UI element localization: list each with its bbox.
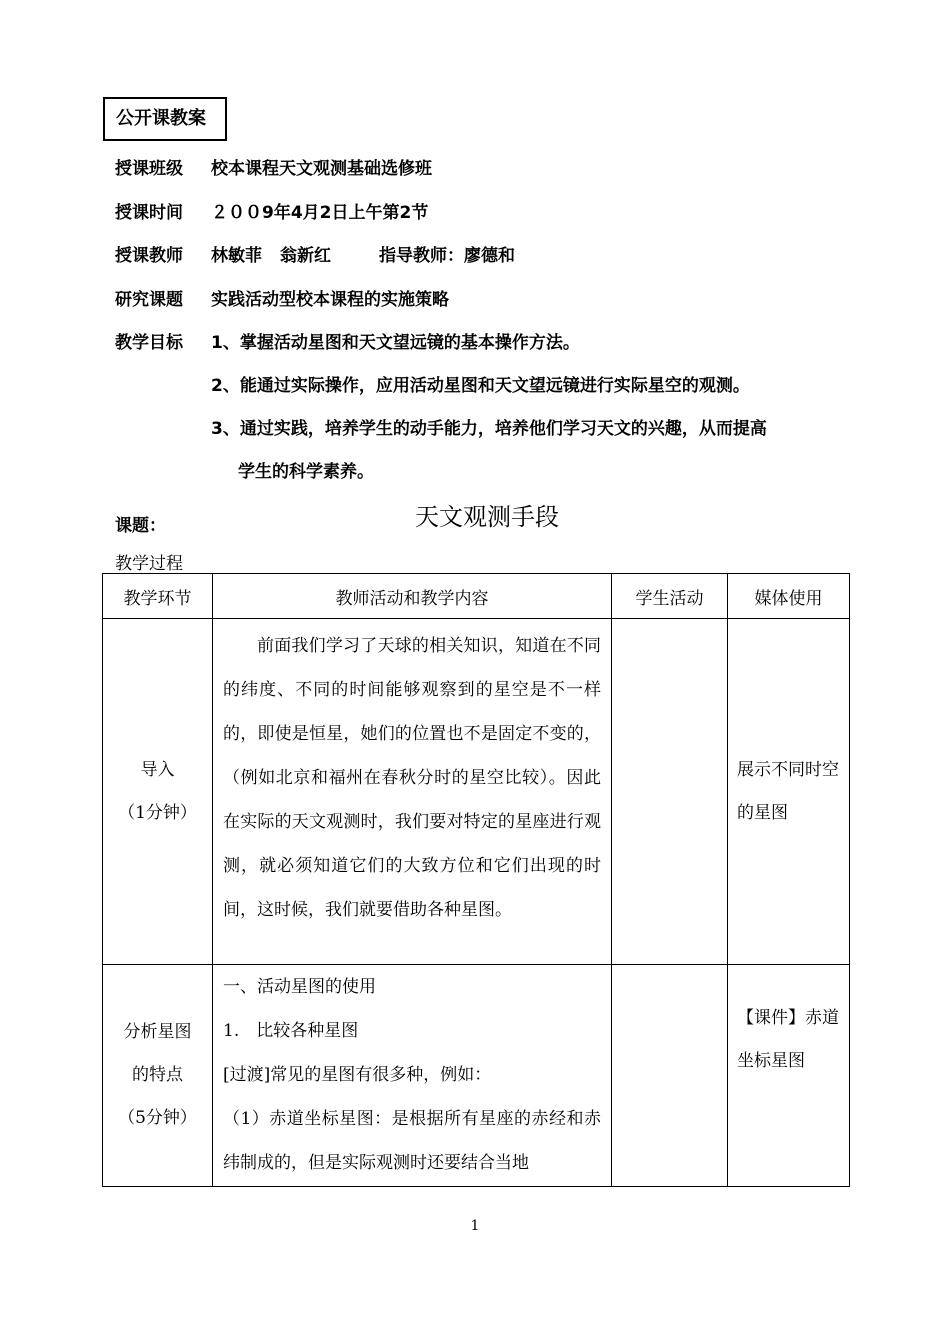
stage-duration: （1分钟） xyxy=(118,802,197,823)
lesson-label: 课题： xyxy=(115,516,166,536)
page-number: 1 xyxy=(470,1218,480,1234)
time-label: 授课时间 xyxy=(115,203,183,223)
header-stage: 教学环节 xyxy=(103,574,213,619)
content-line: （1）赤道坐标星图：是根据所有星座的赤经和赤纬制成的，但是实际观测时还要结合当地 xyxy=(223,1109,601,1173)
time-row xyxy=(115,198,428,223)
student-activity-intro xyxy=(612,619,728,965)
lesson-title: 天文观测手段 xyxy=(415,503,559,531)
student-activity-analysis xyxy=(612,965,728,1187)
media-analysis xyxy=(728,965,850,1187)
content-line: 一、活动星图的使用 xyxy=(223,977,376,997)
time-value: ２００9年4月2日上午第2节 xyxy=(211,203,429,223)
media-text: 【课件】赤道坐标星图 xyxy=(737,1008,839,1071)
goal-row xyxy=(115,328,580,353)
goal-2: 2、能通过实际操作，应用活动星图和天文望远镜进行实际星空的观测。 xyxy=(211,376,750,396)
goal-1: 1、掌握活动星图和天文望远镜的基本操作方法。 xyxy=(211,333,580,353)
stage-duration: （5分钟） xyxy=(118,1108,197,1128)
teacher-2: 翁新红 xyxy=(280,246,331,266)
header-media: 媒体使用 xyxy=(728,574,850,619)
header-student-activity: 学生活动 xyxy=(612,574,728,619)
content-line: 1. 比较各种星图 xyxy=(223,1021,359,1041)
content-line: [过渡]常见的星图有很多种，例如： xyxy=(223,1065,492,1085)
research-value: 实践活动型校本课程的实施策略 xyxy=(211,290,449,310)
process-label: 教学过程 xyxy=(115,554,183,574)
stage-intro xyxy=(103,619,213,965)
document-type-box: 公开课教案 xyxy=(103,97,227,141)
media-text: 展示不同时空的星图 xyxy=(737,759,839,823)
teacher-row xyxy=(115,241,515,266)
header-teacher-activity: 教师活动和教学内容 xyxy=(213,574,612,619)
table-row xyxy=(103,965,850,1187)
stage-name-cont: 的特点 xyxy=(132,1065,183,1085)
research-row xyxy=(115,285,449,310)
class-value: 校本课程天文观测基础选修班 xyxy=(211,159,432,179)
content-analysis xyxy=(213,965,612,1187)
stage-analysis xyxy=(103,965,213,1187)
teacher-1: 林敏菲 xyxy=(211,246,262,266)
stage-name: 分析星图 xyxy=(123,1022,192,1042)
goal-label: 教学目标 xyxy=(115,333,183,353)
goal-3-continued: 学生的科学素养。 xyxy=(238,462,374,482)
table-row xyxy=(103,619,850,965)
goal-3: 3、通过实践，培养学生的动手能力，培养他们学习天文的兴趣，从而提高 xyxy=(211,419,767,439)
teaching-process-table xyxy=(102,573,850,1187)
stage-name: 导入 xyxy=(140,759,175,780)
content-text: 前面我们学习了天球的相关知识，知道在不同的纬度、不同的时间能够观察到的星空是不一样的，即使是恒星，她们的位置也不是固定不变的，（例如北京和福州在春秋分时的星空比较）。因此在实际的天文观测时，我们要对特定的星座进行观测，就必须知道它们的大致方位和它们出现的时间，这时候，我们就要借助各种星图。 xyxy=(223,636,601,920)
class-label: 授课班级 xyxy=(115,159,183,179)
research-label: 研究课题 xyxy=(115,290,183,310)
table-header-row xyxy=(103,574,850,619)
class-row xyxy=(115,154,432,179)
media-intro xyxy=(728,619,850,965)
teacher-label: 授课教师 xyxy=(115,246,183,266)
advisor: 指导教师：廖德和 xyxy=(379,246,515,266)
content-intro xyxy=(213,619,612,965)
